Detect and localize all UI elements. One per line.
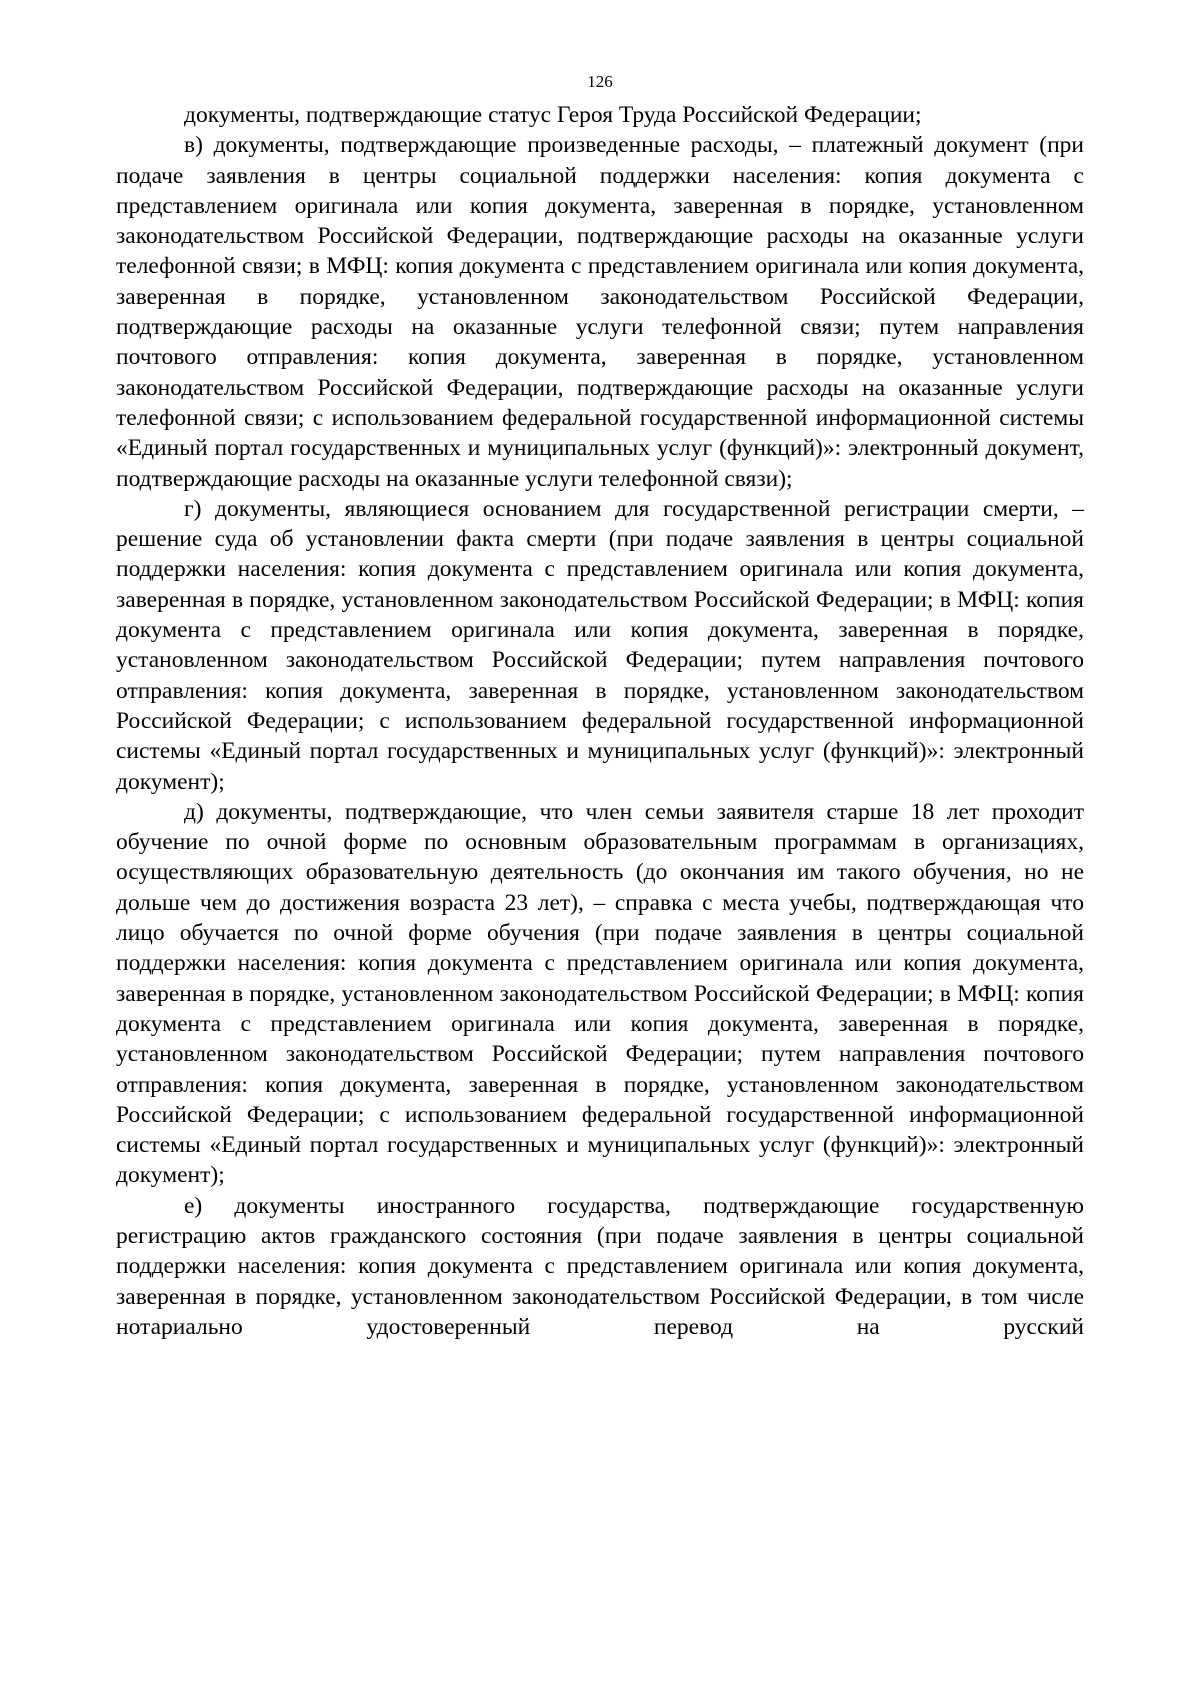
paragraph-e-foreign-documents: е) документы иностранного государства, подтверждающие государственную регистрацию актов гражданского состояния (при подаче заявления в центры социальной поддержки населения: копия документа с представлением оригинала или копия документа, заверенная в порядке, установленном законодательством Российской Федерации, в том числе нотариально удостоверенный перевод на русский: [116, 1192, 1084, 1340]
document-body: [116, 100, 1084, 1342]
paragraph-d-full-time-study: д) документы, подтверждающие, что член семьи заявителя старше 18 лет проходит обучение по очной форме по основным образовательным программам в организациях, осуществляющих образовательную деятельность (до окончания им такого обучения, но не дольше чем до достижения возраста 23 лет), – справка с места учебы, подтверждающая что лицо обучается по очной форме обучения (при подаче заявления в центры социальной поддержки населения: копия документа с представлением оригинала или копия документа, заверенная в порядке, установленном законодательством Российской Федерации; в МФЦ: копия документа с представлением оригинала или копия документа, заверенная в порядке, установленном законодательством Российской Федерации; путем направления почтового отправления: копия документа, заверенная в порядке, установленном законодательством Российской Федерации; с использованием федеральной государственной информационной системы «Единый портал государственных и муниципальных услуг (функций)»: электронный документ);: [116, 798, 1084, 1189]
paragraph-g-death-registration: г) документы, являющиеся основанием для государственной регистрации смерти, – решение суда об установлении факта смерти (при подаче заявления в центры социальной поддержки населения: копия документа с представлением оригинала или копия документа, заверенная в порядке, установленном законодательством Российской Федерации; в МФЦ: копия документа с представлением оригинала или копия документа, заверенная в порядке, установленном законодательством Российской Федерации; путем направления почтового отправления: копия документа, заверенная в порядке, установленном законодательством Российской Федерации; с использованием федеральной государственной информационной системы «Единый портал государственных и муниципальных услуг (функций)»: электронный документ);: [116, 495, 1084, 795]
page-number: 126: [587, 72, 613, 91]
paragraph-hero-of-labor: документы, подтверждающие статус Героя Труда Российской Федерации;: [184, 102, 922, 128]
paragraph-v-expense-documents: в) документы, подтверждающие произведенные расходы, – платежный документ (при подаче заявления в центры социальной поддержки населения: копия документа с представлением оригинала или копия документа, заверенная в порядке, установленном законодательством Российской Федерации, подтверждающие расходы на оказанные услуги телефонной связи; в МФЦ: копия документа с представлением оригинала или копия документа, заверенная в порядке, установленном законодательством Российской Федерации, подтверждающие расходы на оказанные услуги телефонной связи; путем направления почтового отправления: копия документа, заверенная в порядке, установленном законодательством Российской Федерации, подтверждающие расходы на оказанные услуги телефонной связи; с использованием федеральной государственной информационной системы «Единый портал государственных и муниципальных услуг (функций)»: электронный документ, подтверждающие расходы на оказанные услуги телефонной связи);: [116, 132, 1084, 492]
